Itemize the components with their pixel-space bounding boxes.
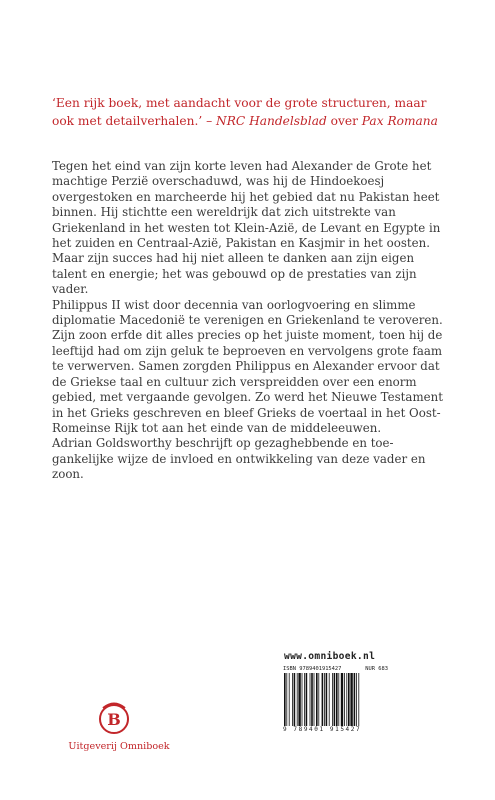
- barcode-block: [283, 666, 388, 734]
- blurb-paragraph: Philippus II wist door decennia van oorlogvoering en slimme diplomatie Macedonië te verenigen en Griekenland te veroveren. Zijn zoon erfde dit alles precies op het juiste moment, toen hij de leeftijd had om zijn geluk te beproeven en vervolgens grote faam te verwerven. Samen zorgden Philippus en Alexander ervoor dat de Griekse taal en cultuur zich verspreidden over een enorm gebied, met vergaande gevolgen. Zo werd het Nieuwe Testament in het Grieks geschreven en bleef Grieks de voertaal in het Oost-Romeinse Rijk tot aan het einde van de middeleeuwen.: [52, 297, 443, 435]
- blurb-paragraph: Tegen het eind van zijn korte leven had Alexander de Grote het machtige Perzië overschaduwd, was hij de Hindoekoesj overgestoken en marcheerde hij het gebied dat nu Pakistan heet binnen. Hij stichtte een wereldrijk dat zich uitstrekte van Griekenland in het westen tot Klein-Azië, de Levant en Egypte in het zuiden en Centraal-Azië, Pakistan en Kasjmir in het oosten. Maar zijn succes had hij niet alleen te danken aan zijn eigen talent en energie; het was gebouwd op de prestaties van zijn vader.: [52, 159, 441, 297]
- barcode-digits: 9 789401 915427: [283, 726, 362, 733]
- publisher-logo-icon: [96, 700, 132, 736]
- svg-text:B: B: [107, 710, 121, 729]
- publisher-name: Uitgeverij Omniboek: [68, 741, 170, 752]
- quote-source-connector: over: [330, 114, 358, 128]
- quote-source-book: Pax Romana: [361, 114, 438, 128]
- blurb: [52, 159, 452, 483]
- blurb-paragraph: Adrian Goldsworthy beschrijft op gezaghebbende en toe-gankelijke wijze de invloed en ontwikkeling van deze vader en zoon.: [52, 436, 426, 482]
- publisher-website[interactable]: www.omniboek.nl: [284, 651, 376, 662]
- barcode-icon: [283, 673, 388, 726]
- isbn-line: [283, 666, 388, 672]
- review-quote: [52, 94, 452, 130]
- nur-label: NUR 683: [365, 666, 388, 672]
- isbn-label: ISBN 9789401915427: [283, 666, 342, 672]
- quote-text: ‘Een rijk boek, met aandacht voor de grote structuren, maar ook met detailverhalen.’ –: [52, 96, 427, 128]
- quote-source-publication: NRC Handelsblad: [216, 114, 327, 128]
